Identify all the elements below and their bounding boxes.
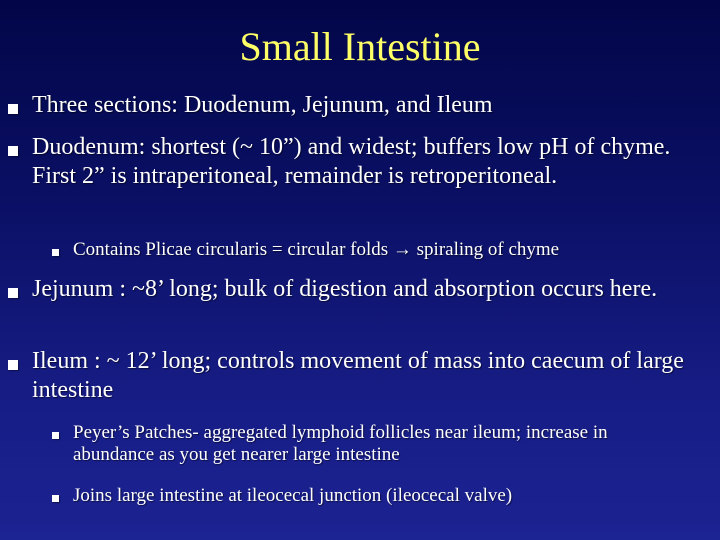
square-bullet-icon bbox=[8, 146, 18, 156]
bullet-text bbox=[32, 133, 708, 191]
bullet-description: : ~8’ long; bulk of digestion and absorption occurs here. bbox=[113, 276, 658, 302]
bullet-term: Duodenum bbox=[32, 134, 139, 160]
bullet-text: Joins large intestine at ileocecal junction (ileocecal valve) bbox=[73, 485, 513, 506]
bullet-text: Peyer’s Patches- aggregated lymphoid follicles near ileum; increase in abundance as you get nearer large intestine bbox=[73, 422, 608, 465]
bullet-jejunum bbox=[8, 275, 708, 304]
sub-bullet-peyers-patches bbox=[52, 422, 692, 466]
bullet-description: : shortest (~ 10”) and widest; buffers low pH of chyme. First 2” is intraperitoneal, remainder is retroperitoneal. bbox=[32, 134, 671, 189]
square-bullet-icon bbox=[8, 288, 18, 298]
square-bullet-icon bbox=[52, 249, 59, 256]
bullet-text: Three sections: Duodenum, Jejunum, and Ileum bbox=[32, 92, 493, 118]
bullet-text bbox=[32, 347, 708, 405]
sub-bullet-plicae bbox=[52, 239, 712, 261]
slide-title: Small Intestine bbox=[239, 24, 481, 69]
bullet-ileum bbox=[8, 347, 708, 405]
bullet-sections bbox=[8, 91, 708, 120]
bullet-term: Jejunum bbox=[32, 276, 114, 302]
square-bullet-icon bbox=[8, 104, 18, 114]
bullet-term: Ileum bbox=[32, 348, 88, 374]
square-bullet-icon bbox=[52, 432, 59, 439]
square-bullet-icon bbox=[8, 360, 18, 370]
bullet-description: : ~ 12’ long; controls movement of mass into caecum of large intestine bbox=[32, 348, 684, 403]
bullet-text bbox=[32, 275, 708, 304]
bullet-duodenum bbox=[8, 133, 708, 191]
bullet-text: Contains Plicae circularis = circular folds → spiraling of chyme bbox=[73, 239, 560, 260]
sub-bullet-ileocecal-junction bbox=[52, 485, 712, 507]
square-bullet-icon bbox=[52, 495, 59, 502]
